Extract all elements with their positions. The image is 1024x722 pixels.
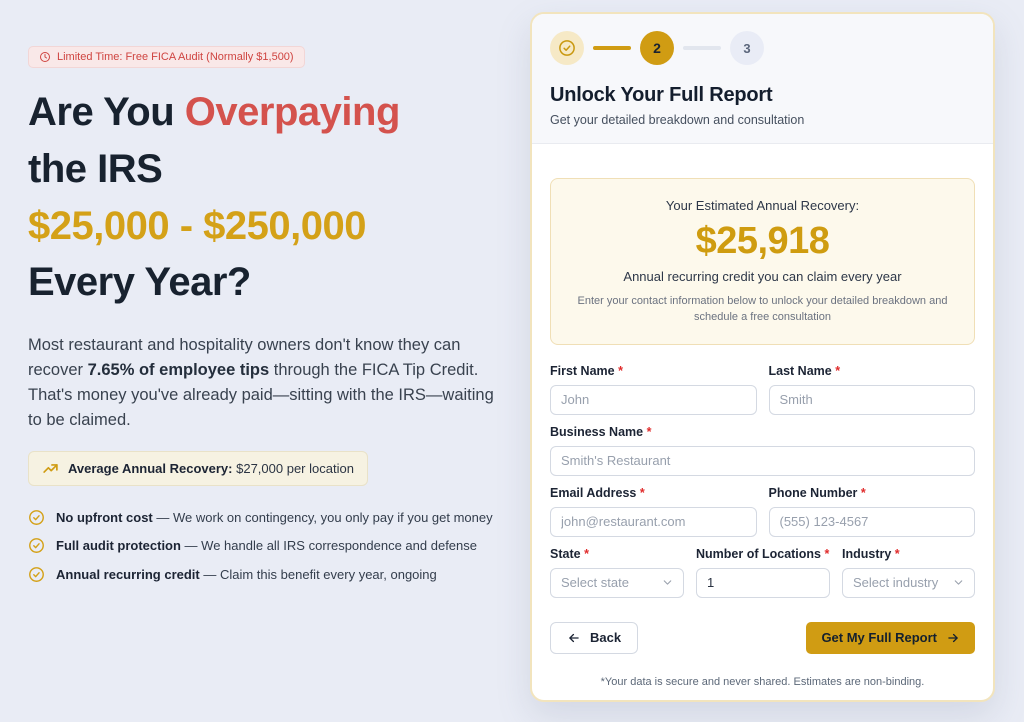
stepper-connector-todo (683, 46, 721, 50)
locations-input[interactable] (696, 568, 830, 598)
check-circle-icon (558, 39, 576, 57)
required-asterisk: * (835, 363, 841, 378)
back-button[interactable] (550, 622, 638, 654)
required-asterisk: * (860, 485, 866, 500)
headline-highlight-red: Overpaying (184, 90, 400, 134)
limited-time-badge-text: Limited Time: Free FICA Audit (Normally $1,500) (57, 51, 294, 63)
required-asterisk: * (618, 363, 623, 378)
state-select[interactable] (550, 568, 684, 598)
benefit-text: Full audit protection — We handle all IRS correspondence and defense (56, 538, 477, 554)
check-circle-icon (28, 509, 45, 526)
required-asterisk: * (639, 485, 645, 500)
report-form-card (530, 12, 995, 702)
last-name-fieldgroup (769, 364, 976, 415)
headline-line-1: Are You Overpaying (28, 90, 400, 134)
chevron-down-icon (661, 576, 674, 589)
step-1-complete (550, 31, 584, 65)
last-name-label: Last Name * (768, 363, 841, 378)
benefit-item-no-upfront-cost (28, 510, 502, 527)
first-name-fieldgroup (550, 364, 757, 415)
industry-select-value: Select industry (853, 575, 939, 591)
headline-line-2: the IRS (28, 146, 163, 191)
first-name-label: First Name * (550, 363, 623, 378)
state-select-value: Select state (561, 575, 629, 591)
headline-amount-range: $25,000 - $250,000 (28, 203, 366, 248)
submit-button[interactable] (806, 622, 975, 654)
check-circle-icon (28, 566, 45, 583)
form-title: Unlock Your Full Report (550, 84, 773, 106)
progress-stepper (550, 31, 975, 65)
average-recovery-text: Average Annual Recovery: $27,000 per location (68, 460, 354, 476)
benefit-item-audit-protection (28, 538, 502, 555)
business-name-label: Business Name * (550, 424, 652, 439)
form-body (532, 144, 993, 702)
submit-button-label: Get My Full Report (821, 630, 937, 646)
email-fieldgroup (550, 486, 757, 537)
limited-time-badge (28, 46, 305, 68)
industry-label: Industry * (842, 546, 900, 561)
back-button-label: Back (590, 630, 622, 646)
phone-fieldgroup (769, 486, 976, 537)
intro-paragraph: Most restaurant and hospitality owners don't know they can recover 7.65% of employee tips through the FICA Tip Credit. That's money you've already paid—sitting with the IRS—waiting to be claimed. (28, 336, 494, 430)
form-subtitle: Get your detailed breakdown and consultation (550, 113, 805, 127)
estimate-label: Your Estimated Annual Recovery: (665, 198, 860, 213)
benefit-text: No upfront cost — We work on contingency, you only pay if you get money (56, 509, 493, 525)
chevron-down-icon (952, 576, 965, 589)
stepper-connector-done (593, 46, 631, 50)
headline-line-4: Every Year? (28, 260, 251, 305)
page-title (28, 84, 502, 311)
required-asterisk: * (646, 424, 652, 439)
step-2-active: 2 (640, 31, 674, 65)
estimate-amount: $25,918 (695, 220, 830, 262)
phone-input[interactable] (769, 507, 976, 537)
industry-fieldgroup (842, 547, 975, 598)
estimate-box (550, 178, 975, 345)
first-name-input[interactable] (550, 385, 757, 415)
average-recovery-badge (28, 451, 368, 486)
check-circle-icon (28, 537, 45, 554)
form-header (532, 14, 993, 144)
intro-bold-phrase: 7.65% of employee tips (87, 361, 270, 380)
business-name-fieldgroup (550, 425, 975, 476)
arrow-right-icon (946, 631, 960, 645)
locations-fieldgroup (696, 547, 830, 598)
estimate-note: Enter your contact information below to unlock your detailed breakdown and schedule a free consultation (577, 295, 948, 323)
benefits-list (28, 510, 502, 585)
benefit-text: Annual recurring credit — Claim this benefit every year, ongoing (56, 567, 437, 583)
form-actions (550, 622, 975, 654)
arrow-left-icon (567, 631, 581, 645)
industry-select[interactable] (842, 568, 975, 598)
privacy-disclaimer: *Your data is secure and never shared. Estimates are non-binding. (600, 675, 925, 688)
phone-label: Phone Number * (768, 485, 866, 500)
state-fieldgroup (550, 547, 684, 598)
business-name-input[interactable] (550, 446, 975, 476)
trending-up-icon (42, 460, 59, 477)
clock-icon (39, 51, 51, 63)
hero-section (28, 46, 502, 596)
email-label: Email Address * (550, 485, 645, 500)
required-asterisk: * (584, 546, 589, 561)
step-3-upcoming: 3 (730, 31, 764, 65)
email-input[interactable] (550, 507, 757, 537)
estimate-subtext: Annual recurring credit you can claim every year (623, 269, 902, 284)
last-name-input[interactable] (769, 385, 976, 415)
required-asterisk: * (894, 546, 900, 561)
state-label: State * (550, 546, 589, 561)
required-asterisk: * (824, 546, 830, 561)
benefit-item-recurring-credit (28, 567, 502, 584)
locations-label: Number of Locations * (696, 546, 830, 561)
